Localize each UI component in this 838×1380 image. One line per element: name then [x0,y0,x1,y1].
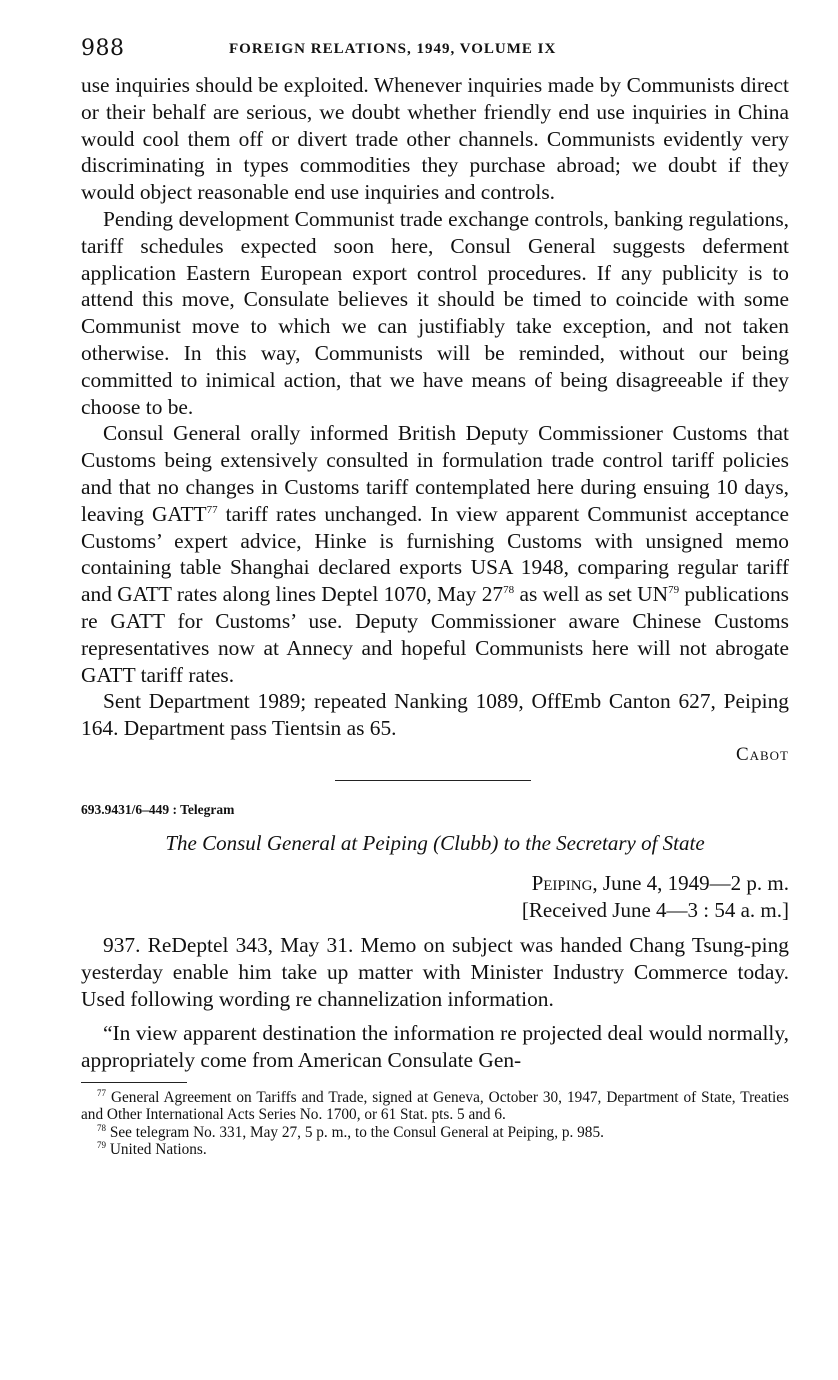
page-header [81,36,789,72]
divider-rule [335,780,531,781]
footnote-78 [81,1124,789,1142]
dateline-place: Peiping [531,870,593,895]
footnote-77 [81,1089,789,1124]
footnote-ref-77[interactable]: 77 [206,503,218,516]
paragraph-pending-development: Pending development Communist trade exchange controls, banking regulations, tariff schedules expected soon here, Consul General suggests deferment application Eastern European export control procedures. If any publicity is to attend this move, Consulate believes it should be timed to coincide with some Communist move to which we can justifiably take exception, and not taken otherwise. In this way, Communists will be reminded, without our being committed to inimical action, that we have means of being disagreeable if they choose to be. [81,206,789,419]
paragraph-sent-department: Sent Department 1989; repeated Nanking 1089, OffEmb Canton 627, Peiping 164. Department pass Tientsin as 65. [81,689,789,741]
footnote-ref-79[interactable]: 79 [668,584,680,597]
document-page [81,36,789,1159]
paragraph-937: 937. ReDeptel 343, May 31. Memo on subject was handed Chang Tsung-ping yesterday enable him take up matter with Minister Industry Commerce today. Used following wording re channelization information. [81,932,789,1011]
dateline-received: [Received June 4—3 : 54 a. m.] [521,897,789,922]
paragraph-text: tariff rates unchanged. In view apparent Communist acceptance Customs’ expert advice, Hinke is furnishing Customs with unsigned memo containing table Shanghai declared exports USA 1948, comparing regular tariff and GATT rates along lines Deptel 1070, May 27 [81,501,789,607]
footnote-text: General Agreement on Tariffs and Trade, signed at Geneva, October 30, 1947, Department of State, Treaties and Other International Acts Series No. 1700, or 61 Stat. pts. 5 and 6. [81,1088,789,1124]
paragraph-text: publications re GATT for Customs’ use. Deputy Commissioner aware Chinese Customs representatives now at Annecy and hopeful Communists here will not abrogate GATT tariff rates. [81,582,789,687]
footnote-number: 78 [97,1122,106,1133]
paragraph-text: Consul General orally informed British Deputy Commissioner Customs that Customs being extensively consulted in formulation trade control tariff policies and that no changes in Customs tariff contemplated here during ensuing 10 days, leaving GATT [81,421,789,526]
footnote-number: 79 [97,1140,106,1151]
file-reference: 693.9431/6–449 : Telegram [81,801,235,817]
dateline [81,870,789,924]
footnote-text: See telegram No. 331, May 27, 5 p. m., to the Consul General at Peiping, p. 985. [106,1123,604,1141]
paragraph-consul-general-customs [81,420,789,688]
spacer [81,924,789,932]
section-divider [81,772,789,802]
spacer [81,1012,789,1020]
paragraph-text: as well as set UN [514,582,669,607]
footnote-number: 77 [97,1087,106,1098]
running-title: FOREIGN RELATIONS, 1949, VOLUME IX [229,41,557,57]
paragraph-quoted-wording: “In view apparent destination the information re projected deal would normally, appropriately come from American Consulate Gen- [81,1021,789,1073]
dateline-date: , June 4, 1949—2 p. m. [592,870,789,895]
footnote-ref-78[interactable]: 78 [503,584,515,597]
footnotes [81,1089,789,1159]
dateline-sent [81,870,789,897]
signature-cabot: Cabot [735,743,789,765]
document-title: The Consul General at Peiping (Clubb) to the Secretary of State [165,830,705,855]
footnote-79 [81,1141,789,1159]
paragraph-continuation: use inquiries should be exploited. Whenever inquiries made by Communists direct or their behalf are serious, we doubt whether friendly end use inquiries in China would cool them off or divert trade other channels. Communists evidently very discriminating in types commodities they purchase abroad; we doubt if they would object reasonable end use inquiries and controls. [81,73,789,205]
footnote-rule [81,1082,187,1083]
page-number: 988 [81,36,125,61]
footnote-text: United Nations. [106,1141,207,1159]
